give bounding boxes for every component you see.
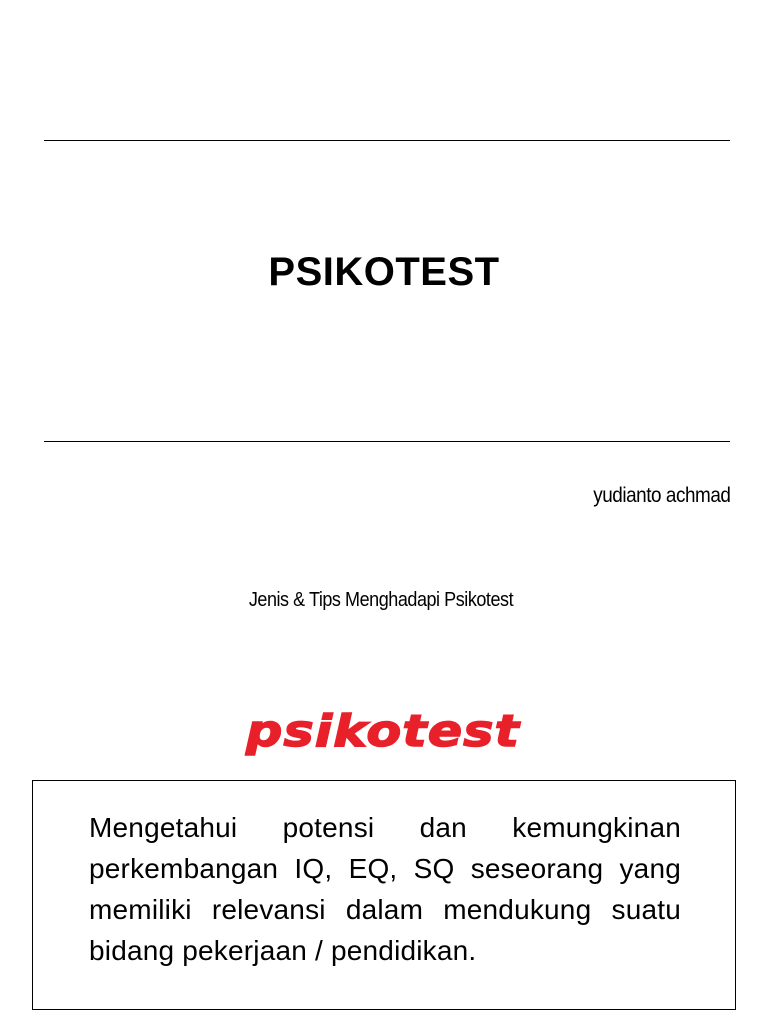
description-text: Mengetahui potensi dan kemungkinan perkembangan IQ, EQ, SQ seseorang yang memiliki relevansi dalam mendukung suatu bidang pekerjaan / pendidikan.	[89, 812, 681, 966]
author-name: yudianto achmad	[592, 484, 730, 507]
description-box	[32, 780, 736, 1010]
slide-subtitle: Jenis & Tips Menghadapi Psikotest	[248, 589, 514, 611]
slide-title: PSIKOTEST	[268, 250, 500, 294]
psikotest-logo	[244, 706, 524, 762]
top-divider	[44, 140, 730, 141]
psikotest-logo-graphic	[244, 706, 524, 762]
bottom-divider	[44, 441, 730, 442]
psikotest-logo-text: psikotest	[244, 706, 522, 757]
